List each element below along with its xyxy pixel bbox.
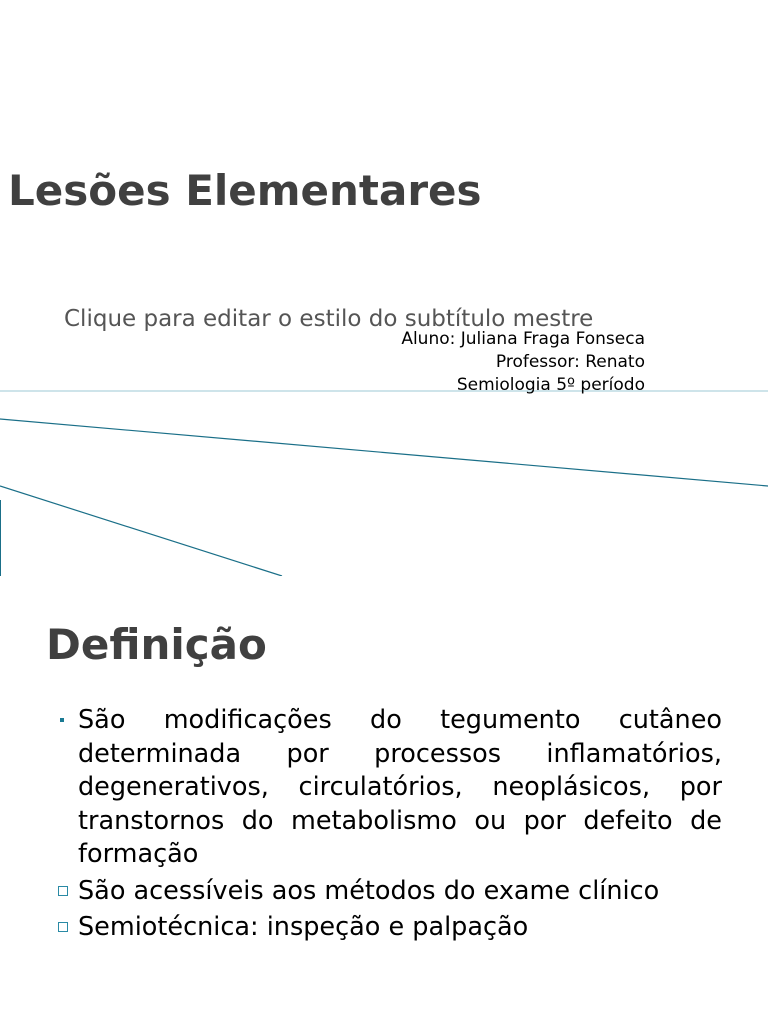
slide-title-text: Lesões Elementares: [8, 166, 482, 215]
course-name: Semiologia 5º período: [456, 375, 645, 395]
diagonal-line-1: [0, 419, 768, 486]
bullet-text: São modificações do tegumento cutâneo determinada por processos inflamatórios, degenerativos, circulatórios, neoplásicos, por transtornos do metabolismo ou por defeito de formação: [78, 705, 722, 869]
author-credits: [401, 328, 645, 397]
professor-name: Professor: Renato: [495, 352, 645, 372]
bullet-list: [56, 704, 722, 948]
list-item: [56, 704, 722, 872]
bullet-square-icon: [56, 875, 78, 909]
diagonal-line-2: [0, 486, 282, 576]
list-item: [56, 875, 722, 909]
bullet-text: Semiotécnica: inspeção e palpação: [78, 912, 529, 942]
slide-title-text: Definição: [46, 620, 267, 669]
bullet-dot-icon: [56, 704, 78, 738]
subtitle-placeholder[interactable]: Clique para editar o estilo do subtítulo mestre: [64, 306, 594, 332]
list-item: [56, 911, 722, 945]
slide-definition: [0, 576, 768, 1024]
bullet-text: São acessíveis aos métodos do exame clínico: [78, 875, 660, 906]
student-name: Aluno: Juliana Fraga Fonseca: [401, 329, 645, 349]
bullet-square-icon: [56, 911, 78, 945]
